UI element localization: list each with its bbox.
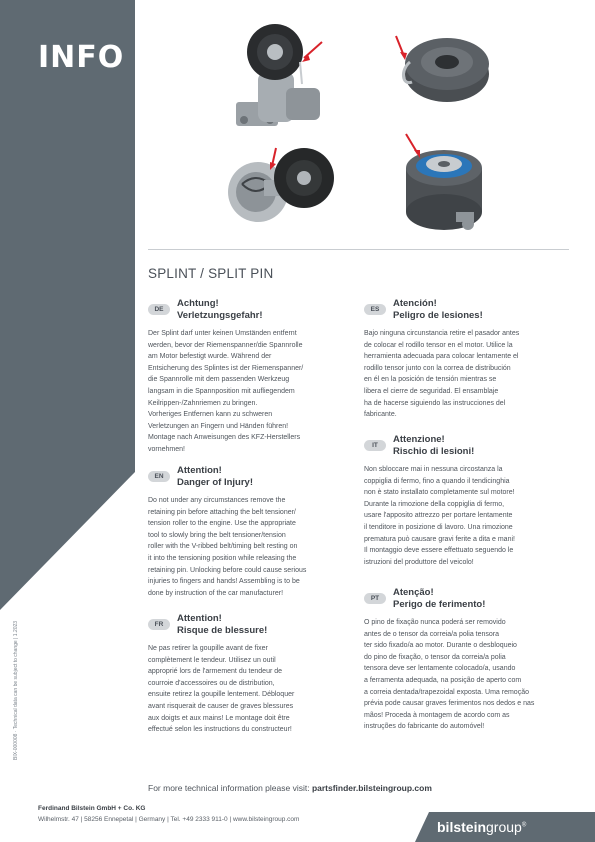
brand-wordmark: [437, 819, 526, 835]
divider: [148, 249, 569, 250]
language-badge-en: EN: [148, 471, 170, 482]
timing-tensioner-photo: [392, 30, 492, 108]
section-body-fr: Ne pas retirer la goupille avant de fixer complètement le tendeur. Utilisez un outil approprié lors de l'armement du tendeur de courroie d'accessoires ou de distribution, ensuite retirez la goupille lentement. Débloquer avant risquerait de causer de graves blessures aux doigts et aux mains! Le montage doit être effectué selon les instructions du constructeur!: [148, 645, 295, 734]
blue-tensioner-photo: [398, 128, 488, 236]
section-body-de: Der Splint darf unter keinen Umständen entfernt werden, bevor der Riemenspanner/die Spannrolle am Motor befestigt wurde. Während der Entsicherung des Splintes ist der Riemenspanner/ die Spannrolle mit dem passenden Werkzeug langsam in die Spannposition mit aufliegendem Keilrippen-/Zahnriemen zu bringen. Vorheriges Entfernen kann zu schweren Verletzungen an Fingern und Händen führen! Montage nach Anweisungen des KFZ-Herstellers vornehmen!: [148, 330, 304, 453]
section-body-es: Bajo ninguna circunstancia retire el pasador antes de colocar el rodillo tensor en el motor. Utilice la herramienta adecuada para colocar lentamente el rodillo tensor junto con la correa de distribución en él en la posición de tensión mientras se libera el cierre de seguridad. El ensamblaje ha de hacerse siguiendo las instrucciones del fabricante.: [364, 330, 520, 419]
section-de: [148, 298, 338, 456]
section-fr: [148, 613, 338, 736]
language-badge-es: ES: [364, 304, 386, 315]
company-name: Ferdinand Bilstein GmbH + Co. KG: [38, 805, 146, 812]
section-body-it: Non sbloccare mai in nessuna circostanza la coppiglia di fermo, fino a quando il tendicinghia non è stato installato completamente sul motore! Durante la rimozione della coppiglia di fermo, usare l'apposito attrezzo per portare lentamente il tenditore in posizione di lavoro. Una rimozione prematura può causare gravi ferite a dita e mani! Il montaggio deve essere effettuato seguendo le istruzioni del produttore del veicolo!: [364, 466, 515, 566]
section-title-en: Attention! Danger of Injury!: [177, 465, 254, 488]
partsfinder-link[interactable]: partsfinder.bilsteingroup.com: [311, 783, 432, 793]
belt-tensioner-pulley-icon: [392, 30, 492, 108]
language-badge-it: IT: [364, 440, 386, 451]
section-body-en: Do not under any circumstances remove the retaining pin before attaching the belt tensioner/ tension roller to the engine. Use the appropriate tool to slowly bring the belt tensioner/tension roller with the V-ribbed belt/timing belt resting on it into the tensioning position while releasing the retaining pin. Unlocking before could cause serious injuries to fingers and hands! Assembling is to be done by instruction of the car manufacturer!: [148, 497, 307, 597]
footer-info-text: For more technical information please visit:: [148, 783, 312, 793]
section-title-es: Atención! Peligro de lesiones!: [393, 298, 483, 321]
brand-registered: ®: [521, 822, 527, 829]
document-code: BIX-000008 · Technical data can be subject to change | 1.2023: [13, 620, 19, 760]
brand-light: group: [486, 819, 522, 835]
belt-tensioner-timing-icon: [398, 128, 488, 236]
sidebar: [0, 0, 135, 842]
section-pt: [364, 587, 554, 733]
footer-info: [148, 783, 432, 793]
section-es: [364, 298, 554, 421]
section-title-pt: Atenção! Perigo de ferimento!: [393, 587, 486, 610]
section-body-pt: O pino de fixação nunca poderá ser removido antes de o tensor da correia/a polia tensora ter sido fixado/a ao motor. Durante o desbloqueio do pino de fixação, o tensor da correia/a polia tensora deve ser lentamente colocado/a, usando a ferramenta adequada, na posição de aperto com a correia dentada/trapezoidal exposta. Uma remoção prévia pode causar graves ferimentos nos dedos e nas mãos! Proceda à montagem de acordo com as instruções do fabricante do automóvel!: [364, 619, 535, 731]
info-title: INFO: [38, 40, 125, 75]
tensioner-arm-photo: [228, 22, 338, 134]
brand-logo: [415, 812, 595, 842]
spring-tensioner-photo: [220, 142, 338, 234]
belt-tensioner-spring-icon: [220, 142, 338, 234]
company-address: Wilhelmstr. 47 | 58256 Ennepetal | Germany | Tel. +49 2333 911-0 | www.bilsteingroup.com: [38, 816, 300, 823]
section-en: [148, 465, 338, 599]
page-heading: SPLINT / SPLIT PIN: [148, 266, 274, 281]
language-badge-fr: FR: [148, 619, 170, 630]
belt-tensioner-arm-icon: [228, 22, 338, 134]
section-title-de: Achtung! Verletzungsgefahr!: [177, 298, 263, 321]
language-badge-de: DE: [148, 304, 170, 315]
section-title-fr: Attention! Risque de blessure!: [177, 613, 268, 636]
language-badge-pt: PT: [364, 593, 386, 604]
section-it: [364, 434, 554, 568]
section-title-it: Attenzione! Rischio di lesioni!: [393, 434, 475, 457]
brand-bold: bilstein: [437, 819, 487, 835]
